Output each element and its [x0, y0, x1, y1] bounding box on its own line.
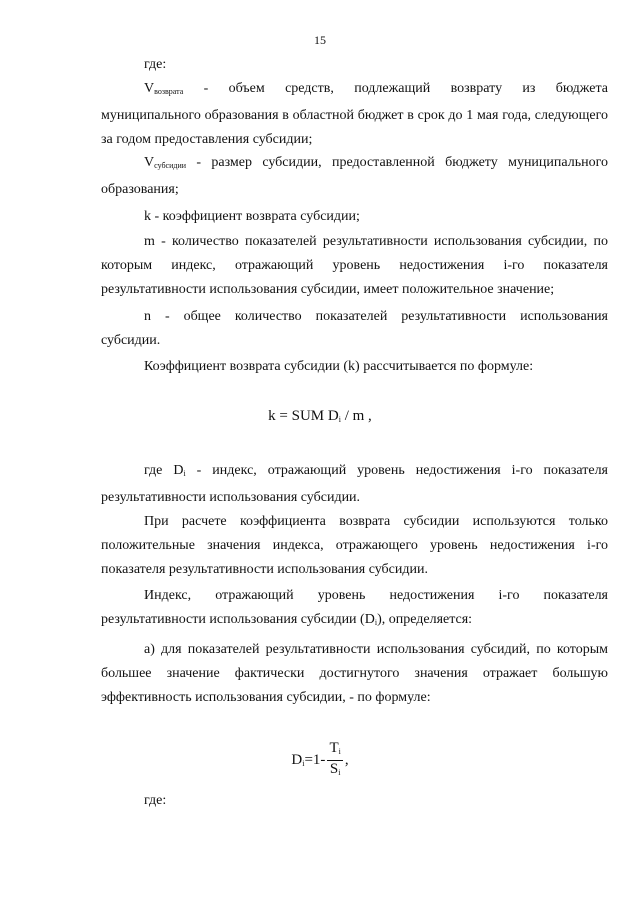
- numerator-symbol: T: [329, 740, 339, 756]
- v-subscript: возврата: [154, 87, 184, 96]
- fraction-numerator: [327, 740, 342, 761]
- definition-text-rest: результативности использования субсидии.: [101, 490, 361, 505]
- definition-text-line1: - индекс, отражающий уровень недостижения i-го показателя: [185, 463, 608, 478]
- definition-m: m - количество показателей результативности использования субсидии, по которым индекс, отражающий уровень недостижения i-го показателя результативности использования субсидии, имеет положительное значение;: [101, 234, 608, 297]
- formula-k-rhs: / m ,: [340, 408, 372, 424]
- formula-di-tail: ,: [344, 751, 349, 768]
- formula-k-subscript: i: [338, 415, 341, 424]
- positive-values-paragraph: При расчете коэффициента возврата субсидии используются только положительные значения индекса, отражающего уровень недостижения i-го показателя результативности использования субсидии.: [101, 514, 608, 577]
- denominator-subscript: i: [338, 768, 341, 777]
- denominator-symbol: S: [329, 761, 339, 777]
- definition-text-rest: образования;: [101, 182, 179, 197]
- formula-di-lhs: D: [291, 751, 303, 768]
- definition-text-line1: - объем средств, подлежащий возврату из бюджета: [183, 81, 608, 96]
- definition-v-return-line1: [101, 77, 608, 104]
- index-definition: [101, 584, 608, 635]
- definition-n: n - общее количество показателей результативности использования субсидии.: [101, 309, 608, 348]
- formula-k-lhs: k = SUM D: [268, 408, 339, 424]
- index-subscript: i: [374, 618, 378, 627]
- v-subscript: субсидии: [154, 161, 186, 170]
- formula-di: [0, 740, 640, 781]
- index-definition-line1: Индекс, отражающий уровень недостижения i-го показателя: [144, 588, 608, 603]
- definition-text-line1: - размер субсидии, предоставленной бюджету муниципального: [186, 155, 608, 170]
- where-label: где:: [144, 57, 167, 72]
- definition-text-rest: муниципального образования в областной бюджет в срок до 1 мая года, следующего за годом предоставления субсидии;: [101, 108, 608, 147]
- numerator-subscript: i: [338, 747, 341, 756]
- where-label-2: где:: [144, 793, 167, 808]
- page-number: 15: [314, 33, 326, 47]
- definition-v-return: [101, 77, 608, 152]
- di-subscript: i: [183, 469, 186, 478]
- di-lead: где D: [144, 463, 184, 478]
- definition-di: [101, 459, 608, 510]
- v-symbol: V: [144, 81, 155, 96]
- formula-di-eq: =1-: [304, 751, 326, 768]
- v-symbol: V: [144, 155, 155, 170]
- formula-k: [0, 408, 640, 425]
- index-lead: результативности использования субсидии (D: [101, 612, 375, 627]
- formula-di-lhs-subscript: i: [302, 758, 305, 768]
- case-a-paragraph: а) для показателей результативности использования субсидий, по которым большее значение фактически достигнутого значения отражает большую эффективность использования субсидии, - по формуле:: [101, 642, 608, 705]
- definition-k: k - коэффициент возврата субсидии;: [144, 209, 360, 224]
- definition-v-subsidy: [101, 151, 608, 202]
- formula-intro: Коэффициент возврата субсидии (k) рассчитывается по формуле:: [144, 359, 534, 374]
- fraction-denominator: [327, 761, 342, 781]
- index-tail: ), определяется:: [377, 612, 473, 627]
- index-definition-line2: [101, 608, 608, 635]
- definition-v-subsidy-line1: [101, 151, 608, 178]
- definition-di-line1: [101, 459, 608, 486]
- fraction: [327, 740, 342, 781]
